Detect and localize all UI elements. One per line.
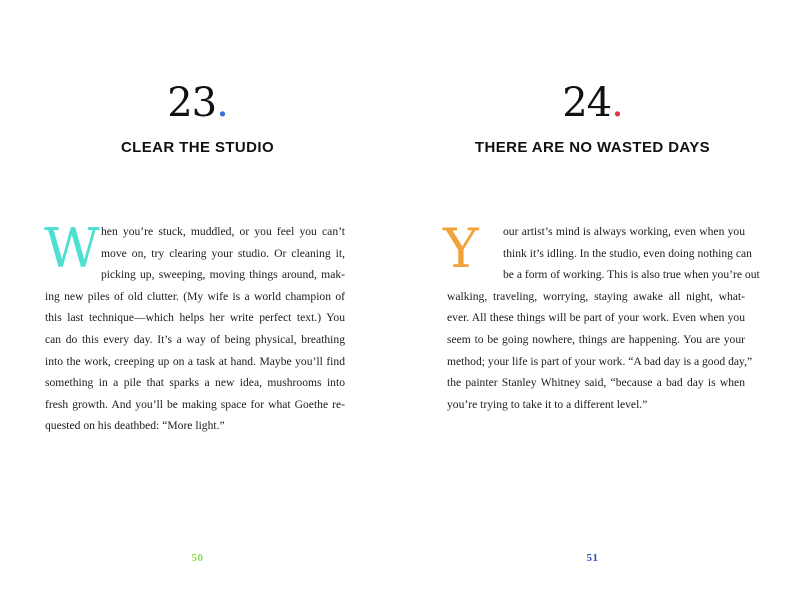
body-paragraph: [44, 217, 345, 437]
text-line: our artist’s mind is always working, even when you: [503, 225, 745, 238]
text-line: hen you’re stuck, muddled, or you feel you can’t: [101, 225, 345, 238]
drop-cap: W: [44, 217, 100, 280]
text-line: ing new piles of old clutter. (My wife is a world champion of: [45, 289, 345, 303]
chapter-number-dot: .: [611, 80, 623, 126]
text-line: something in a pile that sparks a new idea, mushrooms into: [45, 376, 345, 390]
text-line: picking up, sweeping, moving things around, mak-: [101, 268, 345, 282]
text-line: walking, traveling, worrying, staying awake all night, what-: [447, 289, 745, 303]
chapter-number-digits: 23: [167, 80, 217, 126]
chapter-title: THERE ARE NO WASTED DAYS: [474, 139, 711, 156]
page-number: 50: [191, 552, 204, 564]
drop-cap: Y: [443, 217, 479, 280]
text-line: be a form of working. This is also true when you’re out: [503, 268, 760, 282]
body-paragraph: [447, 221, 760, 415]
chapter-number-digits: 24: [562, 80, 612, 126]
text-line: method; your life is part of your work. “A bad day is a good day,”: [447, 354, 753, 368]
text-line: into the work, creeping up on a task at hand. Maybe you’ll find: [45, 354, 345, 368]
text-line: this last technique—which helps her write perfect text.) You: [45, 311, 345, 325]
text-line: ever. All these things will be part of your work. Even when you: [447, 311, 745, 325]
text-line: can do this every day. It’s a way of being physical, breathing: [45, 332, 345, 346]
right-page: [395, 0, 790, 598]
chapter-title: CLEAR THE STUDIO: [120, 139, 275, 156]
chapter-number: [395, 80, 790, 126]
text-line: think it’s idling. In the studio, even doing nothing can: [503, 246, 752, 260]
text-line: quested on his deathbed: “More light.”: [45, 419, 225, 433]
text-line: move on, try clearing your studio. Or cleaning it,: [101, 246, 345, 260]
text-line: you’re trying to take it to a different level.”: [447, 397, 648, 411]
text-line: seem to be going nowhere, things are happening. You are your: [447, 332, 745, 346]
chapter-number-dot: .: [216, 80, 228, 126]
text-line: the painter Stanley Whitney said, “because a bad day is when: [447, 376, 745, 390]
text-line: fresh growth. And you’ll be making space for what Goethe re-: [45, 397, 345, 411]
chapter-number: [0, 80, 395, 126]
page-number: 51: [586, 552, 599, 564]
